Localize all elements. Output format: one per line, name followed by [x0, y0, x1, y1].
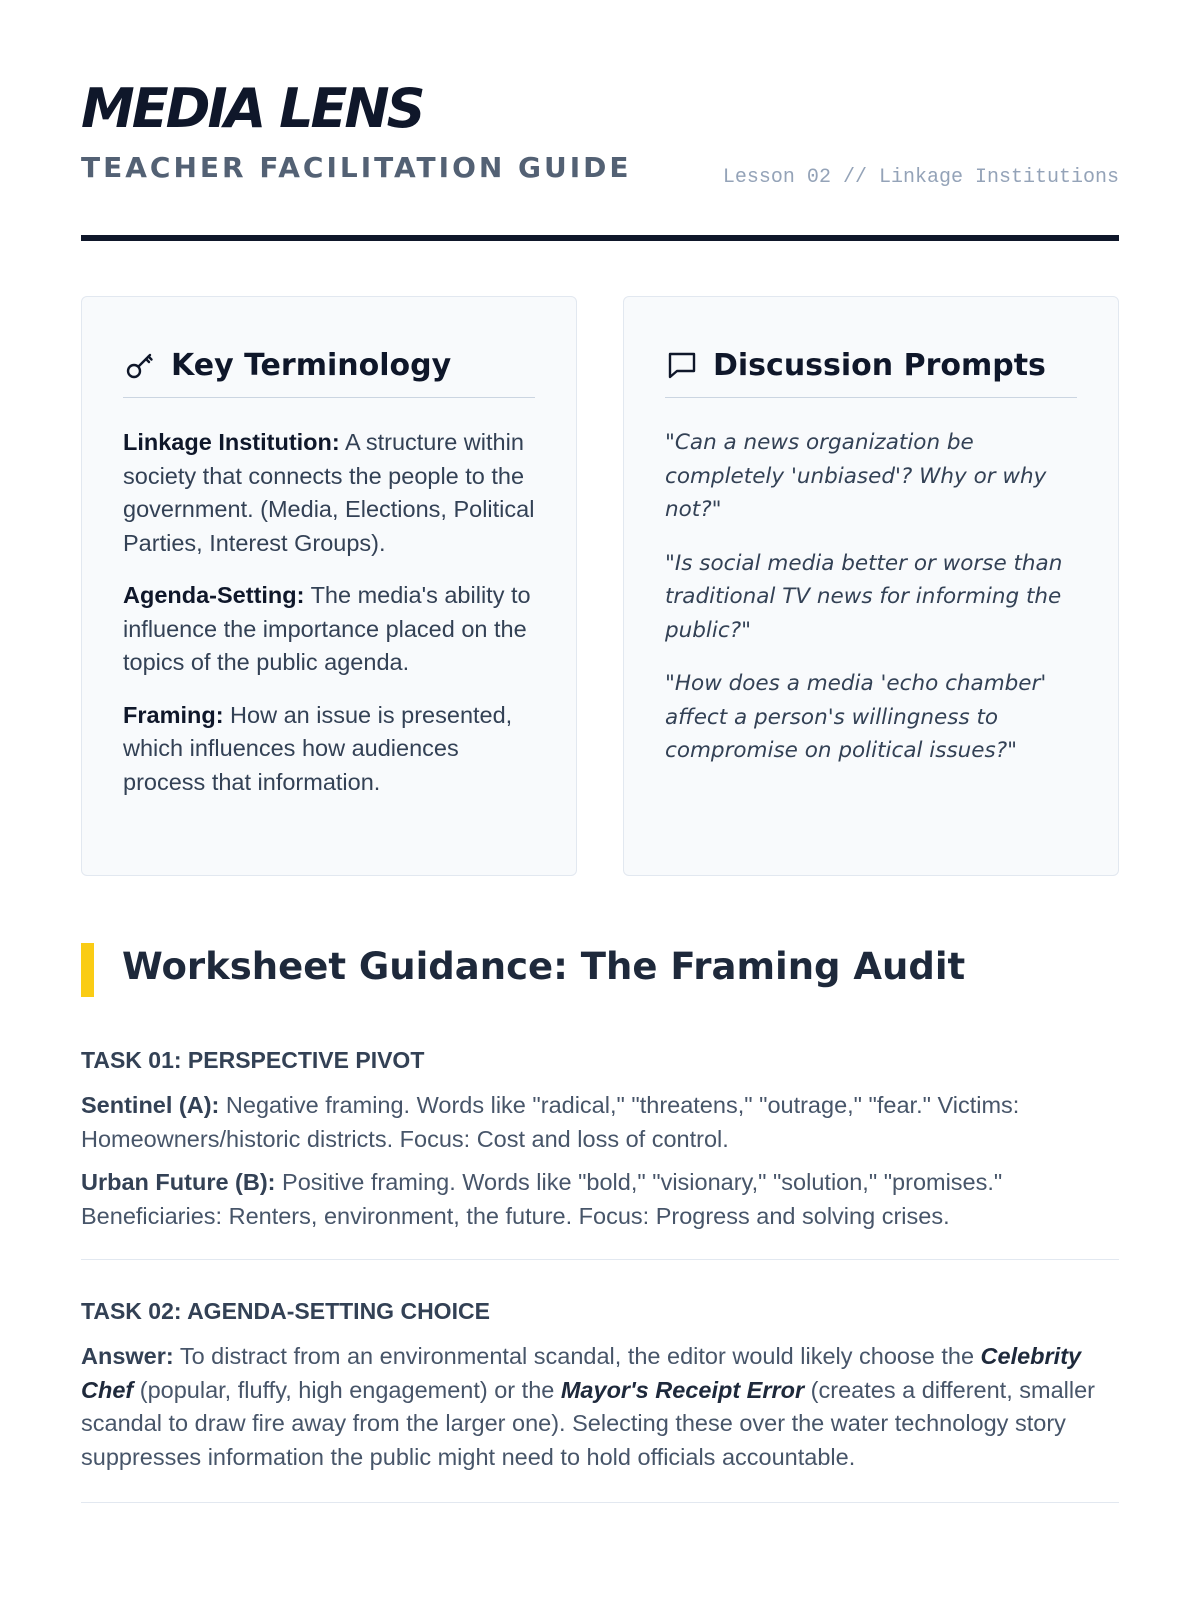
section-accent-bar: [81, 943, 94, 997]
term-name: Framing:: [123, 701, 224, 728]
speech-bubble-icon: [665, 348, 699, 382]
answer-text: (creates a different, smaller scandal to draw fire away from the larger one). Selecting these over the water technology story suppresses information the public might need to hold officials accountable.: [81, 1376, 1095, 1470]
term-item: [123, 699, 535, 800]
card-title: Key Terminology: [171, 347, 452, 383]
term-name: Agenda-Setting:: [123, 582, 305, 608]
info-cards: [81, 296, 1119, 876]
answer-label: Answer:: [81, 1343, 174, 1369]
term-definition: A structure within society that connects the people to the government. (Media, Elections, Political Parties, Interest Groups).: [123, 429, 535, 556]
term-definition: How an issue is presented, which influences how audiences process that information.: [123, 701, 513, 795]
brand-title: MEDIA LENS: [81, 77, 423, 140]
discussion-prompt: "Can a news organization be completely 'unbiased'? Why or why not?": [665, 430, 1047, 522]
task-divider: [81, 1502, 1119, 1503]
discussion-prompts-card: [623, 296, 1119, 876]
term-name: Linkage Institution:: [123, 429, 340, 455]
key-icon: [123, 348, 157, 382]
discussion-prompt: "How does a media 'echo chamber' affect a person's willingness to compromise on political issues?": [665, 671, 1047, 763]
answer-text: Negative framing. Words like "radical," "threatens," "outrage," "fear." Victims: Homeowners/historic districts. Focus: Cost and loss of control.: [81, 1092, 1020, 1152]
term-item: [123, 426, 535, 560]
task-answer: [81, 1340, 1119, 1474]
task-divider: [81, 1259, 1119, 1260]
guide-subtitle: TEACHER FACILITATION GUIDE: [81, 151, 632, 184]
key-terminology-header: [123, 339, 535, 398]
header-divider: [81, 235, 1119, 241]
worksheet-section-header: [81, 941, 1119, 997]
discussion-prompts-header: [665, 339, 1077, 398]
term-definition: The media's ability to influence the importance placed on the topics of the public agenda.: [123, 582, 531, 675]
emphasized-story: Celebrity Chef: [81, 1343, 1082, 1403]
section-title: Worksheet Guidance: The Framing Audit: [122, 945, 966, 988]
emphasized-story: Mayor's Receipt Error: [560, 1376, 805, 1403]
answer-text: To distract from an environmental scandal, the editor would likely choose the: [173, 1343, 981, 1369]
card-title: Discussion Prompts: [713, 347, 1046, 383]
term-item: [123, 579, 535, 680]
task-label: TASK 01: PERSPECTIVE PIVOT: [81, 1047, 425, 1073]
header: [81, 0, 1119, 243]
answer-text: Positive framing. Words like "bold," "visionary," "solution," "promises." Beneficiaries: Renters, environment, the future. Focus: Progress and solving crises.: [81, 1169, 1003, 1229]
task-answer-item: [81, 1166, 1119, 1233]
task-label: TASK 02: AGENDA-SETTING CHOICE: [81, 1298, 490, 1324]
lesson-tag: Lesson 02 // Linkage Institutions: [722, 166, 1119, 189]
source-name: Urban Future (B):: [81, 1169, 276, 1195]
key-terminology-card: [81, 296, 577, 876]
source-name: Sentinel (A):: [81, 1092, 220, 1118]
discussion-prompt: "Is social media better or worse than traditional TV news for informing the public?": [665, 550, 1063, 643]
task-answer-item: [81, 1089, 1119, 1156]
answer-text: (popular, fluffy, high engagement) or the: [133, 1376, 561, 1403]
